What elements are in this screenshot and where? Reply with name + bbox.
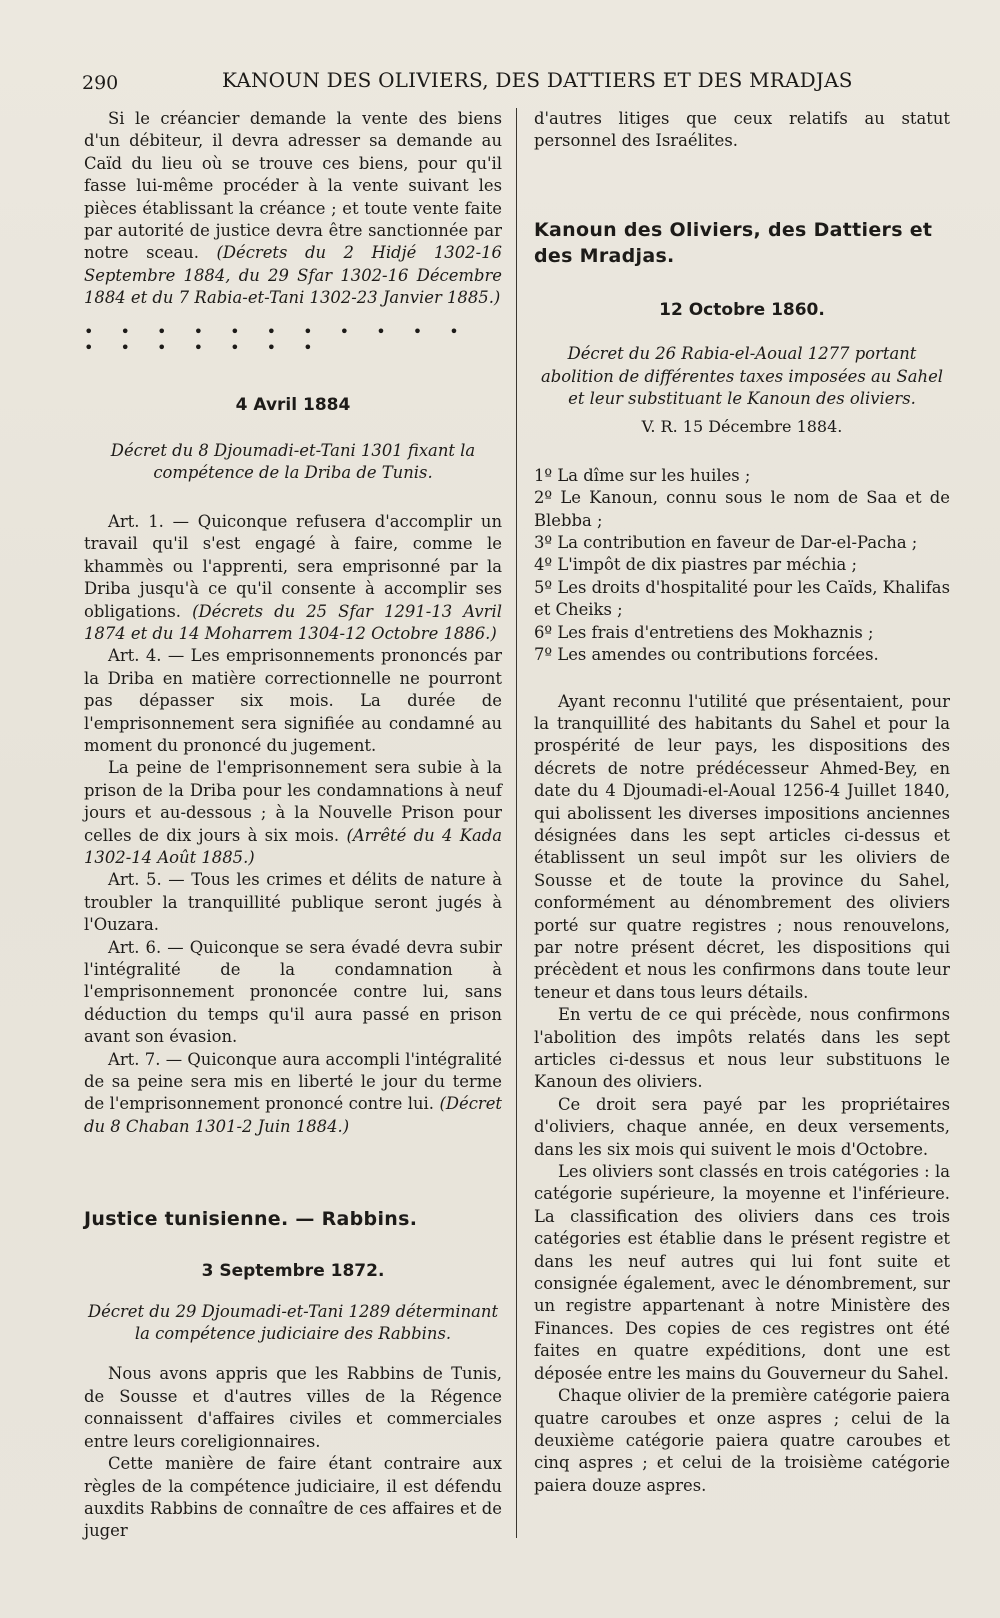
kanoun-paragraph-3: Ce droit sera payé par les propriétaires d'oliviers, chaque année, en deux versements, dans les six mois qui suivent le mois d'Octobre. [534, 1094, 950, 1159]
section-title-kanoun: Kanoun des Oliviers, des Dattiers et des Mradjas. [534, 218, 933, 267]
date-heading-1884: 4 Avril 1884 [235, 394, 351, 415]
kanoun-paragraph-5: Chaque olivier de la première catégorie paiera quatre caroubes et onze aspres ; celui de la deuxième catégorie paiera quatre caroubes et cinq aspres ; et celui de la troisième catégorie paiera douze aspres. [534, 1386, 950, 1495]
article-4: Art. 4. — Les emprisonnements prononcés par la Driba en matière correctionnelle ne pourront pas dépasser six mois. La durée de l'emprisonnement sera signifiée au condamné au moment du prononcé du jugement. [84, 646, 502, 755]
decree-title-1860: Décret du 26 Rabia-el-Aoual 1277 portant abolition de différentes taxes imposées au Sahel et leur substituant le Kanoun des oliviers. [540, 344, 944, 409]
tax-list-item: 7º Les amendes ou contributions forcées. [534, 645, 879, 665]
decree-title-1884: Décret du 8 Djoumadi-et-Tani 1301 fixant la compétence de la Driba de Tunis. [110, 441, 476, 483]
decree-title-1872: Décret du 29 Djoumadi-et-Tani 1289 déterminant la compétence judiciaire des Rabbins. [87, 1301, 499, 1344]
kanoun-paragraph-2: En vertu de ce qui précède, nous confirmons l'abolition des impôts relatés dans les sept articles ci-dessus et nous leur substituons le Kanoun des oliviers. [534, 1005, 950, 1092]
tax-list-item: 3º La contribution en faveur de Dar-el-Pacha ; [534, 533, 918, 553]
left-column [84, 108, 502, 1543]
article-1-text: Art. 1. — Quiconque refusera d'accomplir un travail qu'il s'est engagé à faire, comme le khammès ou l'apprenti, sera emprisonné par la Driba jusqu'à ce qu'il consente à accomplir ses obligations. [84, 511, 502, 621]
article-7-text: Art. 7. — Quiconque aura accompli l'intégralité de sa peine sera mis en liberté le jour du terme de l'emprisonnement prononcé contre lui. [84, 1049, 502, 1114]
date-heading-1872: 3 Septembre 1872. [201, 1261, 385, 1282]
kanoun-paragraph-1: Ayant reconnu l'utilité que présentaient, pour la tranquillité des habitants du Sahel et pour la prospérité de leur pays, les dispositions des décrets de notre prédécesseur Ahmed-Bey, en date du 4 Djoumadi-el-Aoual 1256-4 Juillet 1840, qui abolissent les diverses impositions anciennes désignées dans les sept articles ci-dessus et établissent un seul impôt sur les oliviers de Sousse et de toute la province du Sahel, conformément au dénombrement des oliviers porté sur quatre registres ; nous renouvelons, par notre présent décret, les dispositions qui précèdent et nous les confirmons dans toute leur teneur et dans tous leurs détails. [534, 691, 950, 1002]
tax-list [534, 465, 950, 667]
intro-paragraph [84, 108, 502, 310]
tax-list-item: 6º Les frais d'entretiens des Mokhaznis ; [534, 622, 874, 642]
article-4-text-b: La peine de l'emprisonnement sera subie à la prison de la Driba pour les condamnations à neuf jours et au-dessous ; à la Nouvelle Prison pour celles de dix jours à six mois. [84, 758, 502, 845]
tax-list-item: 4º L'impôt de dix piastres par méchia ; [534, 555, 857, 575]
article-6: Art. 6. — Quiconque se sera évadé devra subir l'intégralité de la condamnation à l'emprisonnement prononcée contre lui, sans déduction du temps qu'il aura passé en prison avant son évasion. [84, 937, 502, 1047]
intro-text: Si le créancier demande la vente des biens d'un débiteur, il devra adresser sa demande au Caïd du lieu où se trouve ces biens, pour qu'il fasse lui-même procéder à la vente suivant les pièces établissant la créance ; et toute vente faite par autorité de justice devra être sanctionnée par notre sceau. [84, 109, 502, 263]
right-column [534, 108, 950, 1497]
intro-reference: (Décrets du 2 Hidjé 1302-16 Septembre 1884, du 29 Sfar 1302-16 Décembre 1884 et du 7 Rabia-et-Tani 1302-23 Janvier 1885.) [84, 243, 502, 308]
vr-line: V. R. 15 Décembre 1884. [641, 417, 843, 437]
article-4-continued [84, 757, 502, 869]
article-7 [84, 1049, 502, 1139]
tax-list-item: 2º Le Kanoun, connu sous le nom de Saa et de Blebba ; [534, 488, 950, 530]
kanoun-paragraph-4: Les oliviers sont classés en trois catégories : la catégorie supérieure, la moyenne et l'inférieure. La classification des oliviers dans ces trois catégories est établie dans le présent registre et dans les neuf autres qui lui font suite et consignée également, avec le dénombrement, sur un registre appartenant à notre Ministère des Finances. Des copies de ces registres ont été faites en quatre expéditions, dont une est déposée entre les mains du Gouverneur du Sahel. [534, 1162, 950, 1383]
article-7-reference: (Décret du 8 Chaban 1301-2 Juin 1884.) [84, 1094, 502, 1136]
article-1 [84, 511, 502, 645]
rabbins-paragraph-1: Nous avons appris que les Rabbins de Tunis, de Sousse et d'autres villes de la Régence connaissent d'affaires civiles et commerciales entre leurs coreligionnaires. [84, 1364, 502, 1451]
page-number: 290 [82, 72, 119, 94]
column-divider [516, 108, 517, 1538]
section-title-justice: Justice tunisienne. — Rabbins. [84, 1208, 418, 1231]
article-4-reference: (Arrêté du 4 Kada 1302-14 Août 1885.) [84, 825, 502, 867]
article-5: Art. 5. — Tous les crimes et délits de nature à troubler la tranquillité publique seront jugés à l'Ouzara. [84, 870, 502, 935]
rabbins-paragraph-2: Cette manière de faire étant contraire aux règles de la compétence judiciaire, il est défendu auxdits Rabbins de connaître de ces affaires et de juger [84, 1454, 502, 1541]
tax-list-item: 1º La dîme sur les huiles ; [534, 465, 751, 485]
continuation-paragraph: d'autres litiges que ceux relatifs au statut personnel des Israélites. [534, 109, 950, 151]
article-1-reference: (Décrets du 25 Sfar 1291-13 Avril 1874 et du 14 Moharrem 1304-12 Octobre 1886.) [84, 601, 502, 643]
separator-dots: • • • • • • • • • • • • • • • • • • [84, 321, 470, 357]
date-heading-1860: 12 Octobre 1860. [659, 299, 825, 320]
tax-list-item: 5º Les droits d'hospitalité pour les Caïds, Khalifas et Cheiks ; [534, 577, 950, 620]
running-title: KANOUN DES OLIVIERS, DES DATTIERS ET DES MRADJAS [222, 68, 853, 92]
